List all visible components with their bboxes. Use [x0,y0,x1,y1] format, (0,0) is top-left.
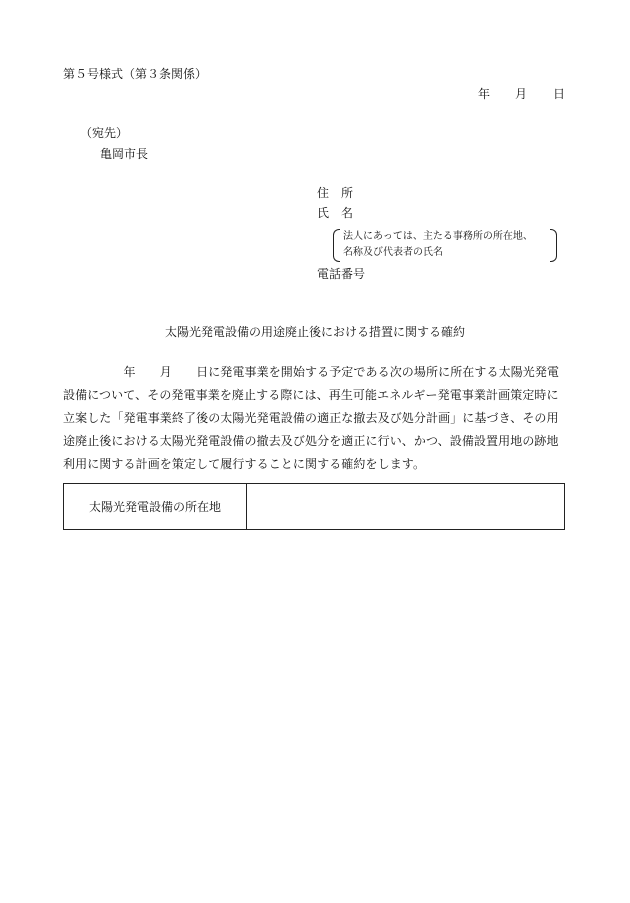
form-number: 第５号様式（第３条関係） [63,67,208,81]
addressee-name: 亀岡市長 [100,147,149,161]
note-line-1: 法人にあっては、主たる事務所の所在地、 [343,231,533,242]
date-day: 日 [553,87,566,101]
body-line-4: 途廃止後における太陽光発電設備の撤去及び処分を適正に行い、かつ、設備設置用地の跡地 [63,434,559,448]
body-line-1: 年 月 日に発電事業を開始する予定である次の場所に所在する太陽光発電 [63,365,560,379]
location-label: 太陽光発電設備の所在地 [88,499,221,514]
location-label-cell [64,484,247,529]
phone-label: 電話番号 [317,267,366,281]
bracket-right [550,229,557,262]
bracket-left [333,229,340,262]
name-label: 氏 名 [317,206,354,220]
date-month: 月 [515,87,528,101]
location-table [63,483,565,530]
body-line-2: 設備について、その発電事業を廃止する際には、再生可能エネルギー発電事業計画策定時に [63,388,559,402]
body-line-3: 立案した「発電事業終了後の太陽光発電設備の適正な撤去及び処分計画」に基づき、その用 [63,411,559,425]
corporate-note [333,229,557,260]
body-line-5: 利用に関する計画を策定して履行することに関する確約をします。 [63,457,426,471]
addressee-label: （宛先） [80,126,129,140]
address-label: 住 所 [317,186,354,200]
corporate-note-text [343,229,533,261]
applicant-block [317,187,577,287]
document-title: 太陽光発電設備の用途廃止後における措置に関する確約 [164,325,465,339]
date-year: 年 [478,87,491,101]
body-text [63,361,568,476]
note-line-2: 名称及び代表者の氏名 [343,247,443,258]
location-value-cell[interactable] [247,484,564,529]
